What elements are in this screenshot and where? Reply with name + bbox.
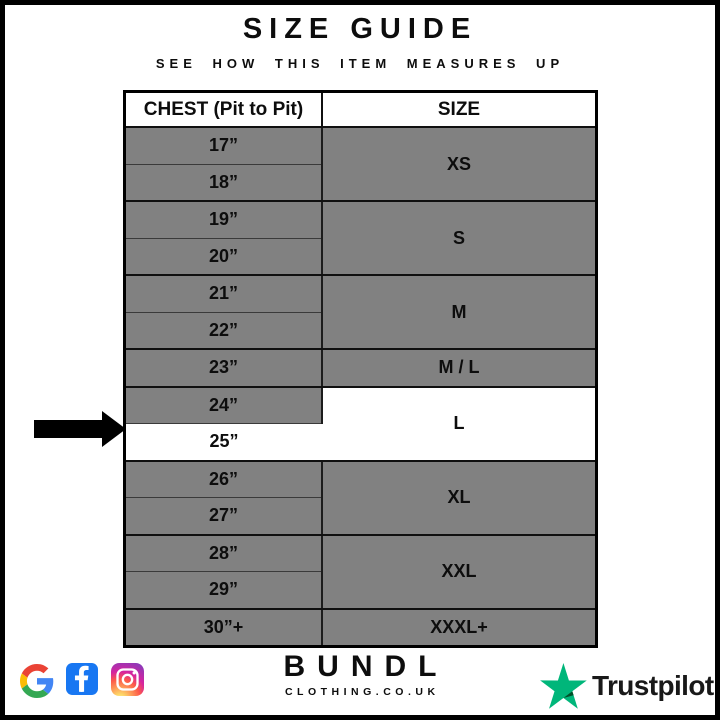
- trustpilot-label: Trustpilot: [592, 670, 714, 701]
- table-row: [125, 609, 597, 647]
- trustpilot-logo: [540, 661, 714, 711]
- chest-cell: 25”: [125, 424, 323, 461]
- column-header-chest: CHEST (Pit to Pit): [125, 92, 323, 128]
- size-cell: M: [322, 275, 597, 349]
- size-table: [123, 90, 598, 648]
- chest-cell: 26”: [125, 461, 323, 498]
- chest-cell: 28”: [125, 535, 323, 572]
- size-cell: XL: [322, 461, 597, 535]
- chest-cell: 17”: [125, 127, 323, 164]
- chest-cell: 21”: [125, 275, 323, 312]
- size-cell: L: [322, 387, 597, 461]
- chest-cell: 23”: [125, 349, 323, 387]
- trustpilot-star-icon: [540, 663, 587, 709]
- table-row: [125, 535, 597, 572]
- chest-cell: 20”: [125, 238, 323, 275]
- current-size-arrow-icon: [34, 410, 126, 448]
- chest-cell: 27”: [125, 498, 323, 535]
- size-table-body: [125, 127, 597, 647]
- table-row: [125, 275, 597, 312]
- size-cell: XXXL+: [322, 609, 597, 647]
- table-row: [125, 461, 597, 498]
- chest-cell: 19”: [125, 201, 323, 238]
- chest-cell: 29”: [125, 572, 323, 609]
- brand-domain: CLOTHING.CO.UK: [284, 686, 440, 698]
- size-cell: XS: [322, 127, 597, 201]
- table-row: [125, 201, 597, 238]
- table-header-row: [125, 92, 597, 128]
- table-row: [125, 387, 597, 424]
- size-cell: XXL: [322, 535, 597, 609]
- chest-cell: 30”+: [125, 609, 323, 647]
- chest-cell: 18”: [125, 164, 323, 201]
- brand-name: BUNDL: [283, 650, 449, 683]
- table-row: [125, 127, 597, 164]
- column-header-size: SIZE: [322, 92, 597, 128]
- size-cell: M / L: [322, 349, 597, 387]
- table-row: [125, 349, 597, 387]
- size-cell: S: [322, 201, 597, 275]
- chest-cell: 22”: [125, 312, 323, 349]
- chest-cell: 24”: [125, 387, 323, 424]
- page-subtitle: SEE HOW THIS ITEM MEASURES UP: [155, 56, 565, 71]
- page-title: SIZE GUIDE: [242, 13, 478, 45]
